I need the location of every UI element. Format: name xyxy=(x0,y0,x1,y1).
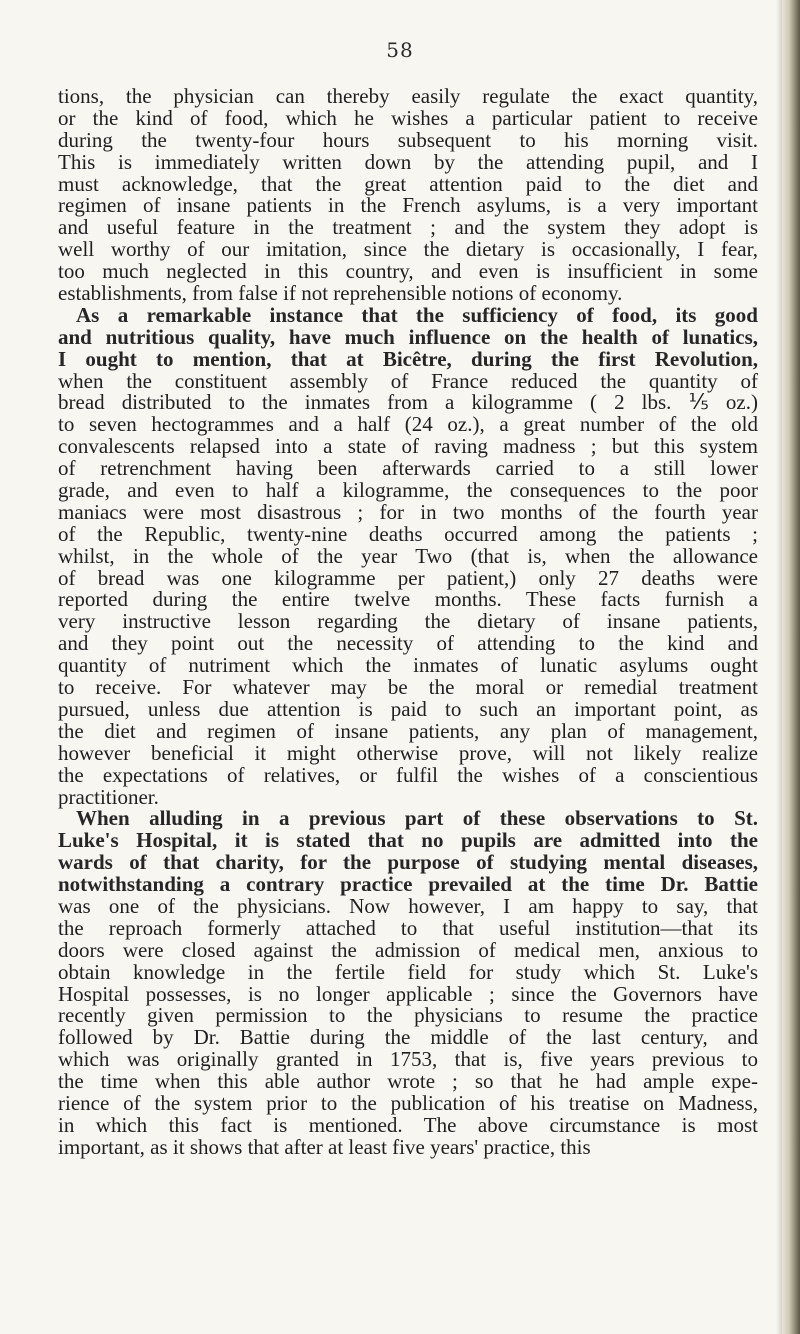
text-line: the expectations of relatives, or fulfil the wishes of a conscientious xyxy=(58,762,758,787)
text-line: obtain knowledge in the fertile field for study which St. Luke's xyxy=(58,959,758,984)
text-line: to seven hectogrammes and a half (24 oz.), a great number of the old xyxy=(58,412,758,437)
text-line: the diet and regimen of insane patients, any plan of management, xyxy=(58,718,758,743)
page-number: 58 xyxy=(386,38,414,62)
text-line: well worthy of our imitation, since the dietary is occasionally, I fear, xyxy=(58,237,758,262)
text-line: bread distributed to the inmates from a kilogramme ( 2 lbs. ⅕ oz.) xyxy=(58,390,758,415)
book-binding-edge xyxy=(782,0,800,1334)
text-line: during the twenty-four hours subsequent to his morning visit. xyxy=(58,127,758,152)
text-line: whilst, in the whole of the year Two (that is, when the allowance xyxy=(58,543,758,568)
text-line: of bread was one kilogramme per patient,) only 27 deaths were xyxy=(58,565,758,590)
text-line: convalescents relapsed into a state of raving madness ; but this system xyxy=(58,434,758,459)
text-line: very instructive lesson regarding the dietary of insane patients, xyxy=(58,609,758,634)
text-line: quantity of nutriment which the inmates of lunatic asylums ought xyxy=(58,653,758,678)
text-line: and they point out the necessity of attending to the kind and xyxy=(58,631,758,656)
text-line: the time when this able author wrote ; so that he had ample expe- xyxy=(58,1069,758,1094)
text-line: establishments, from false if not reprehensible notions of economy. xyxy=(58,281,623,306)
text-line: Luke's Hospital, it is stated that no pupils are admitted into the xyxy=(58,828,758,853)
text-line: wards of that charity, for the purpose of studying mental diseases, xyxy=(58,850,758,875)
text-line: or the kind of food, which he wishes a particular patient to receive xyxy=(58,105,758,130)
text-line: regimen of insane patients in the French asylums, is a very important xyxy=(58,193,758,218)
text-line: rience of the system prior to the publication of his treatise on Madness, xyxy=(58,1090,758,1115)
text-line: the reproach formerly attached to that useful institution—that its xyxy=(58,915,758,940)
text-line: recently given permission to the physicians to resume the practice xyxy=(58,1003,758,1028)
text-line: was one of the physicians. Now however, I am happy to say, that xyxy=(58,893,758,918)
text-line: As a remarkable instance that the sufficiency of food, its good xyxy=(76,302,758,327)
text-line: practitioner. xyxy=(58,784,159,809)
text-line: maniacs were most disastrous ; for in two months of the fourth year xyxy=(58,499,758,524)
text-line: This is immediately written down by the attending pupil, and I xyxy=(58,149,758,174)
text-line: to receive. For whatever may be the moral or remedial treatment xyxy=(58,675,758,700)
body-text xyxy=(58,86,758,1159)
text-line: when the constituent assembly of France reduced the quantity of xyxy=(58,368,758,393)
text-line: must acknowledge, that the great attention paid to the diet and xyxy=(58,171,758,196)
text-line: When alluding in a previous part of these observations to St. xyxy=(76,806,758,831)
text-line: and nutritious quality, have much influence on the health of lunatics, xyxy=(58,324,758,349)
text-line: tions, the physician can thereby easily regulate the exact quantity, xyxy=(58,84,758,108)
text-line: doors were closed against the admission of medical men, anxious to xyxy=(58,937,758,962)
text-line: followed by Dr. Battie during the middle of the last century, and xyxy=(58,1025,758,1050)
text-line: Hospital possesses, is no longer applicable ; since the Governors have xyxy=(58,981,758,1006)
text-line: notwithstanding a contrary practice prevailed at the time Dr. Battie xyxy=(58,872,758,897)
text-line: pursued, unless due attention is paid to such an important point, as xyxy=(58,696,758,721)
text-line: of retrenchment having been afterwards carried to a still lower xyxy=(58,456,758,481)
text-line: I ought to mention, that at Bicêtre, during the first Revolution, xyxy=(58,346,758,371)
text-line: of the Republic, twenty-nine deaths occurred among the patients ; xyxy=(58,521,758,546)
text-line: and useful feature in the treatment ; and the system they adopt is xyxy=(58,215,758,240)
text-line: however beneficial it might otherwise prove, will not likely realize xyxy=(58,740,758,765)
text-line: in which this fact is mentioned. The above circumstance is most xyxy=(58,1112,758,1137)
text-line: important, as it shows that after at least five years' practice, this xyxy=(58,1134,591,1159)
text-line: reported during the entire twelve months. These facts furnish a xyxy=(58,587,758,612)
text-line: too much neglected in this country, and even is insufficient in some xyxy=(58,259,758,284)
text-line: grade, and even to half a kilogramme, the consequences to the poor xyxy=(58,478,758,503)
text-line: which was originally granted in 1753, that is, five years previous to xyxy=(58,1047,758,1072)
